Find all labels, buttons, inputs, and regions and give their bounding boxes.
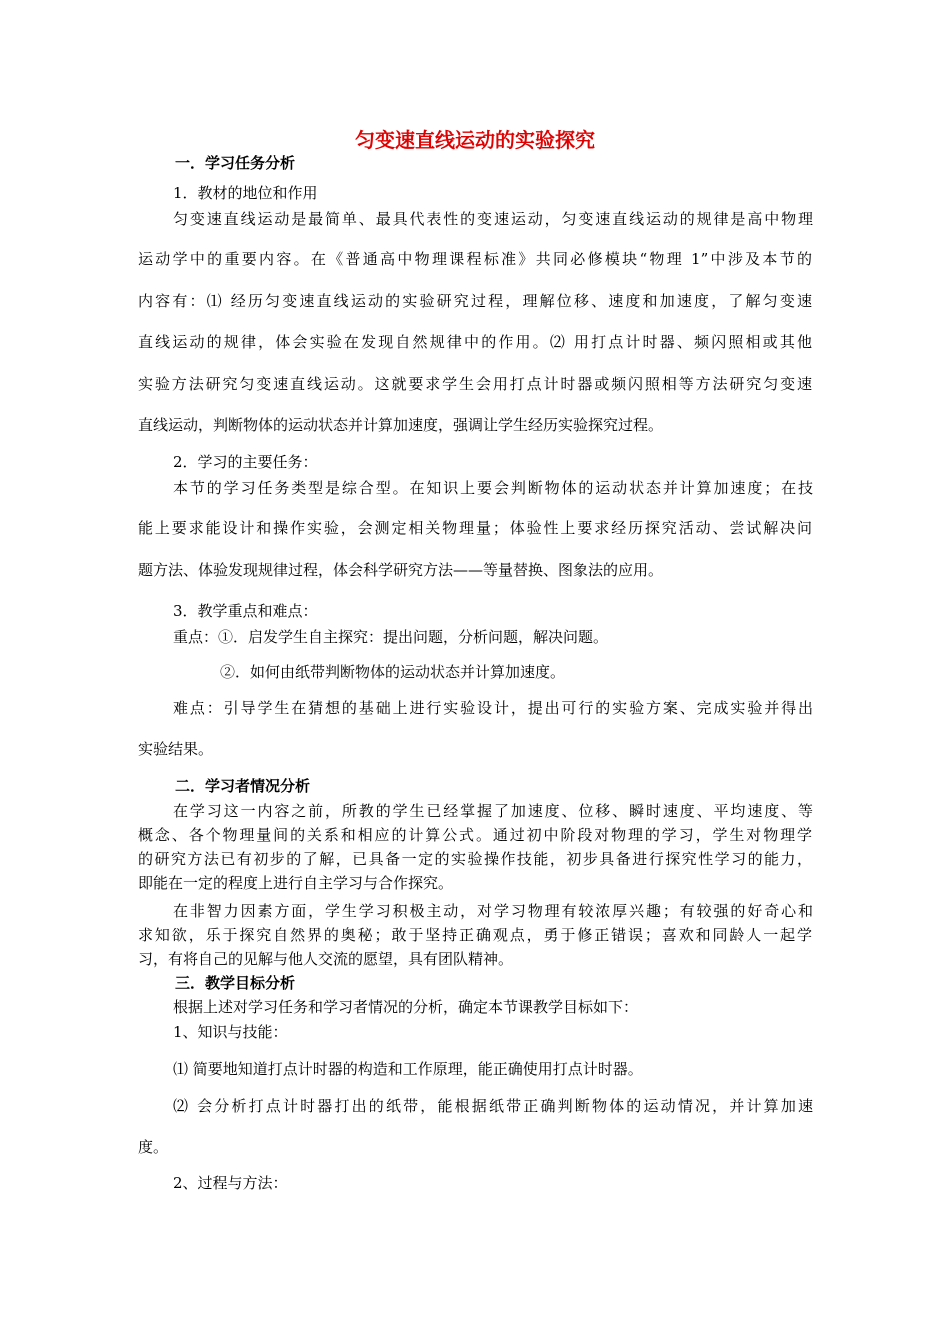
paragraph-line: 根据上述对学习任务和学习者情况的分析，确定本节课教学目标如下： xyxy=(173,998,639,1016)
subsection-1-3-heading: 3．教学重点和难点： xyxy=(173,602,318,620)
paragraph-line: 直线运动，判断物体的运动状态并计算加速度，强调让学生经历实验探究过程。 xyxy=(138,416,664,434)
difficulty-line: 实验结果。 xyxy=(138,740,214,758)
section-1-heading: 一．学习任务分析 xyxy=(175,154,296,172)
section-3-heading: 三．教学目标分析 xyxy=(175,974,296,992)
key-point-2: ②．如何由纸带判断物体的运动状态并计算加速度。 xyxy=(220,663,566,681)
paragraph-line: 的研究方法已有初步的了解，已具备一定的实验操作技能，初步具备进行探究性学习的能力， xyxy=(138,850,812,868)
subsection-1-1-heading: 1．教材的地位和作用 xyxy=(173,184,318,202)
paragraph-line: 匀变速直线运动是最简单、最具代表性的变速运动，匀变速直线运动的规律是高中物理 xyxy=(173,210,813,228)
document-title: 匀变速直线运动的实验探究 xyxy=(355,128,595,152)
paragraph-line: 实验方法研究匀变速直线运动。这就要求学生会用打点计时器或频闪照相等方法研究匀变速 xyxy=(138,375,812,393)
paragraph-line: 能上要求能设计和操作实验，会测定相关物理量；体验性上要求经历探究活动、尝试解决问 xyxy=(138,519,812,537)
section-2-heading: 二．学习者情况分析 xyxy=(175,777,311,795)
paragraph-line: 本节的学习任务类型是综合型。在知识上要会判断物体的运动状态并计算加速度；在技 xyxy=(173,479,813,497)
objective-item-1: ⑴ 简要地知道打点计时器的构造和工作原理，能正确使用打点计时器。 xyxy=(173,1060,643,1078)
subsection-3-2-heading: 2、过程与方法： xyxy=(173,1174,288,1192)
key-point-1: 重点：①．启发学生自主探究：提出问题，分析问题，解决问题。 xyxy=(173,628,609,646)
paragraph-line: 内容有：⑴ 经历匀变速直线运动的实验研究过程，理解位移、速度和加速度，了解匀变速 xyxy=(138,292,812,310)
objective-item-2-continued: 度。 xyxy=(138,1138,169,1156)
paragraph-line: 即能在一定的程度上进行自主学习与合作探究。 xyxy=(138,874,454,892)
paragraph-line: 习，有将自己的见解与他人交流的愿望，具有团队精神。 xyxy=(138,950,514,968)
paragraph-line: 直线运动的规律，体会实验在发现自然规律中的作用。⑵ 用打点计时器、频闪照相或其他 xyxy=(138,333,812,351)
paragraph-line: 在学习这一内容之前，所教的学生已经掌握了加速度、位移、瞬时速度、平均速度、等 xyxy=(173,802,813,820)
paragraph-line: 概念、各个物理量间的关系和相应的计算公式。通过初中阶段对物理的学习，学生对物理学 xyxy=(138,826,812,844)
difficulty-line: 难点：引导学生在猜想的基础上进行实验设计，提出可行的实验方案、完成实验并得出 xyxy=(173,699,813,717)
paragraph-line: 题方法、体验发现规律过程，体会科学研究方法——等量替换、图象法的应用。 xyxy=(138,561,664,579)
paragraph-line: 在非智力因素方面，学生学习积极主动，对学习物理有较浓厚兴趣；有较强的好奇心和 xyxy=(173,902,813,920)
subsection-1-2-heading: 2．学习的主要任务： xyxy=(173,453,318,471)
paragraph-line: 求知欲，乐于探究自然界的奥秘；敢于坚持正确观点，勇于修正错误；喜欢和同龄人一起学 xyxy=(138,926,812,944)
paragraph-line: 运动学中的重要内容。在《普通高中物理课程标准》共同必修模块“物理 1”中涉及本节的 xyxy=(138,250,812,268)
subsection-3-1-heading: 1、知识与技能： xyxy=(173,1023,288,1041)
objective-item-2: ⑵ 会分析打点计时器打出的纸带，能根据纸带正确判断物体的运动情况，并计算加速 xyxy=(173,1097,813,1115)
